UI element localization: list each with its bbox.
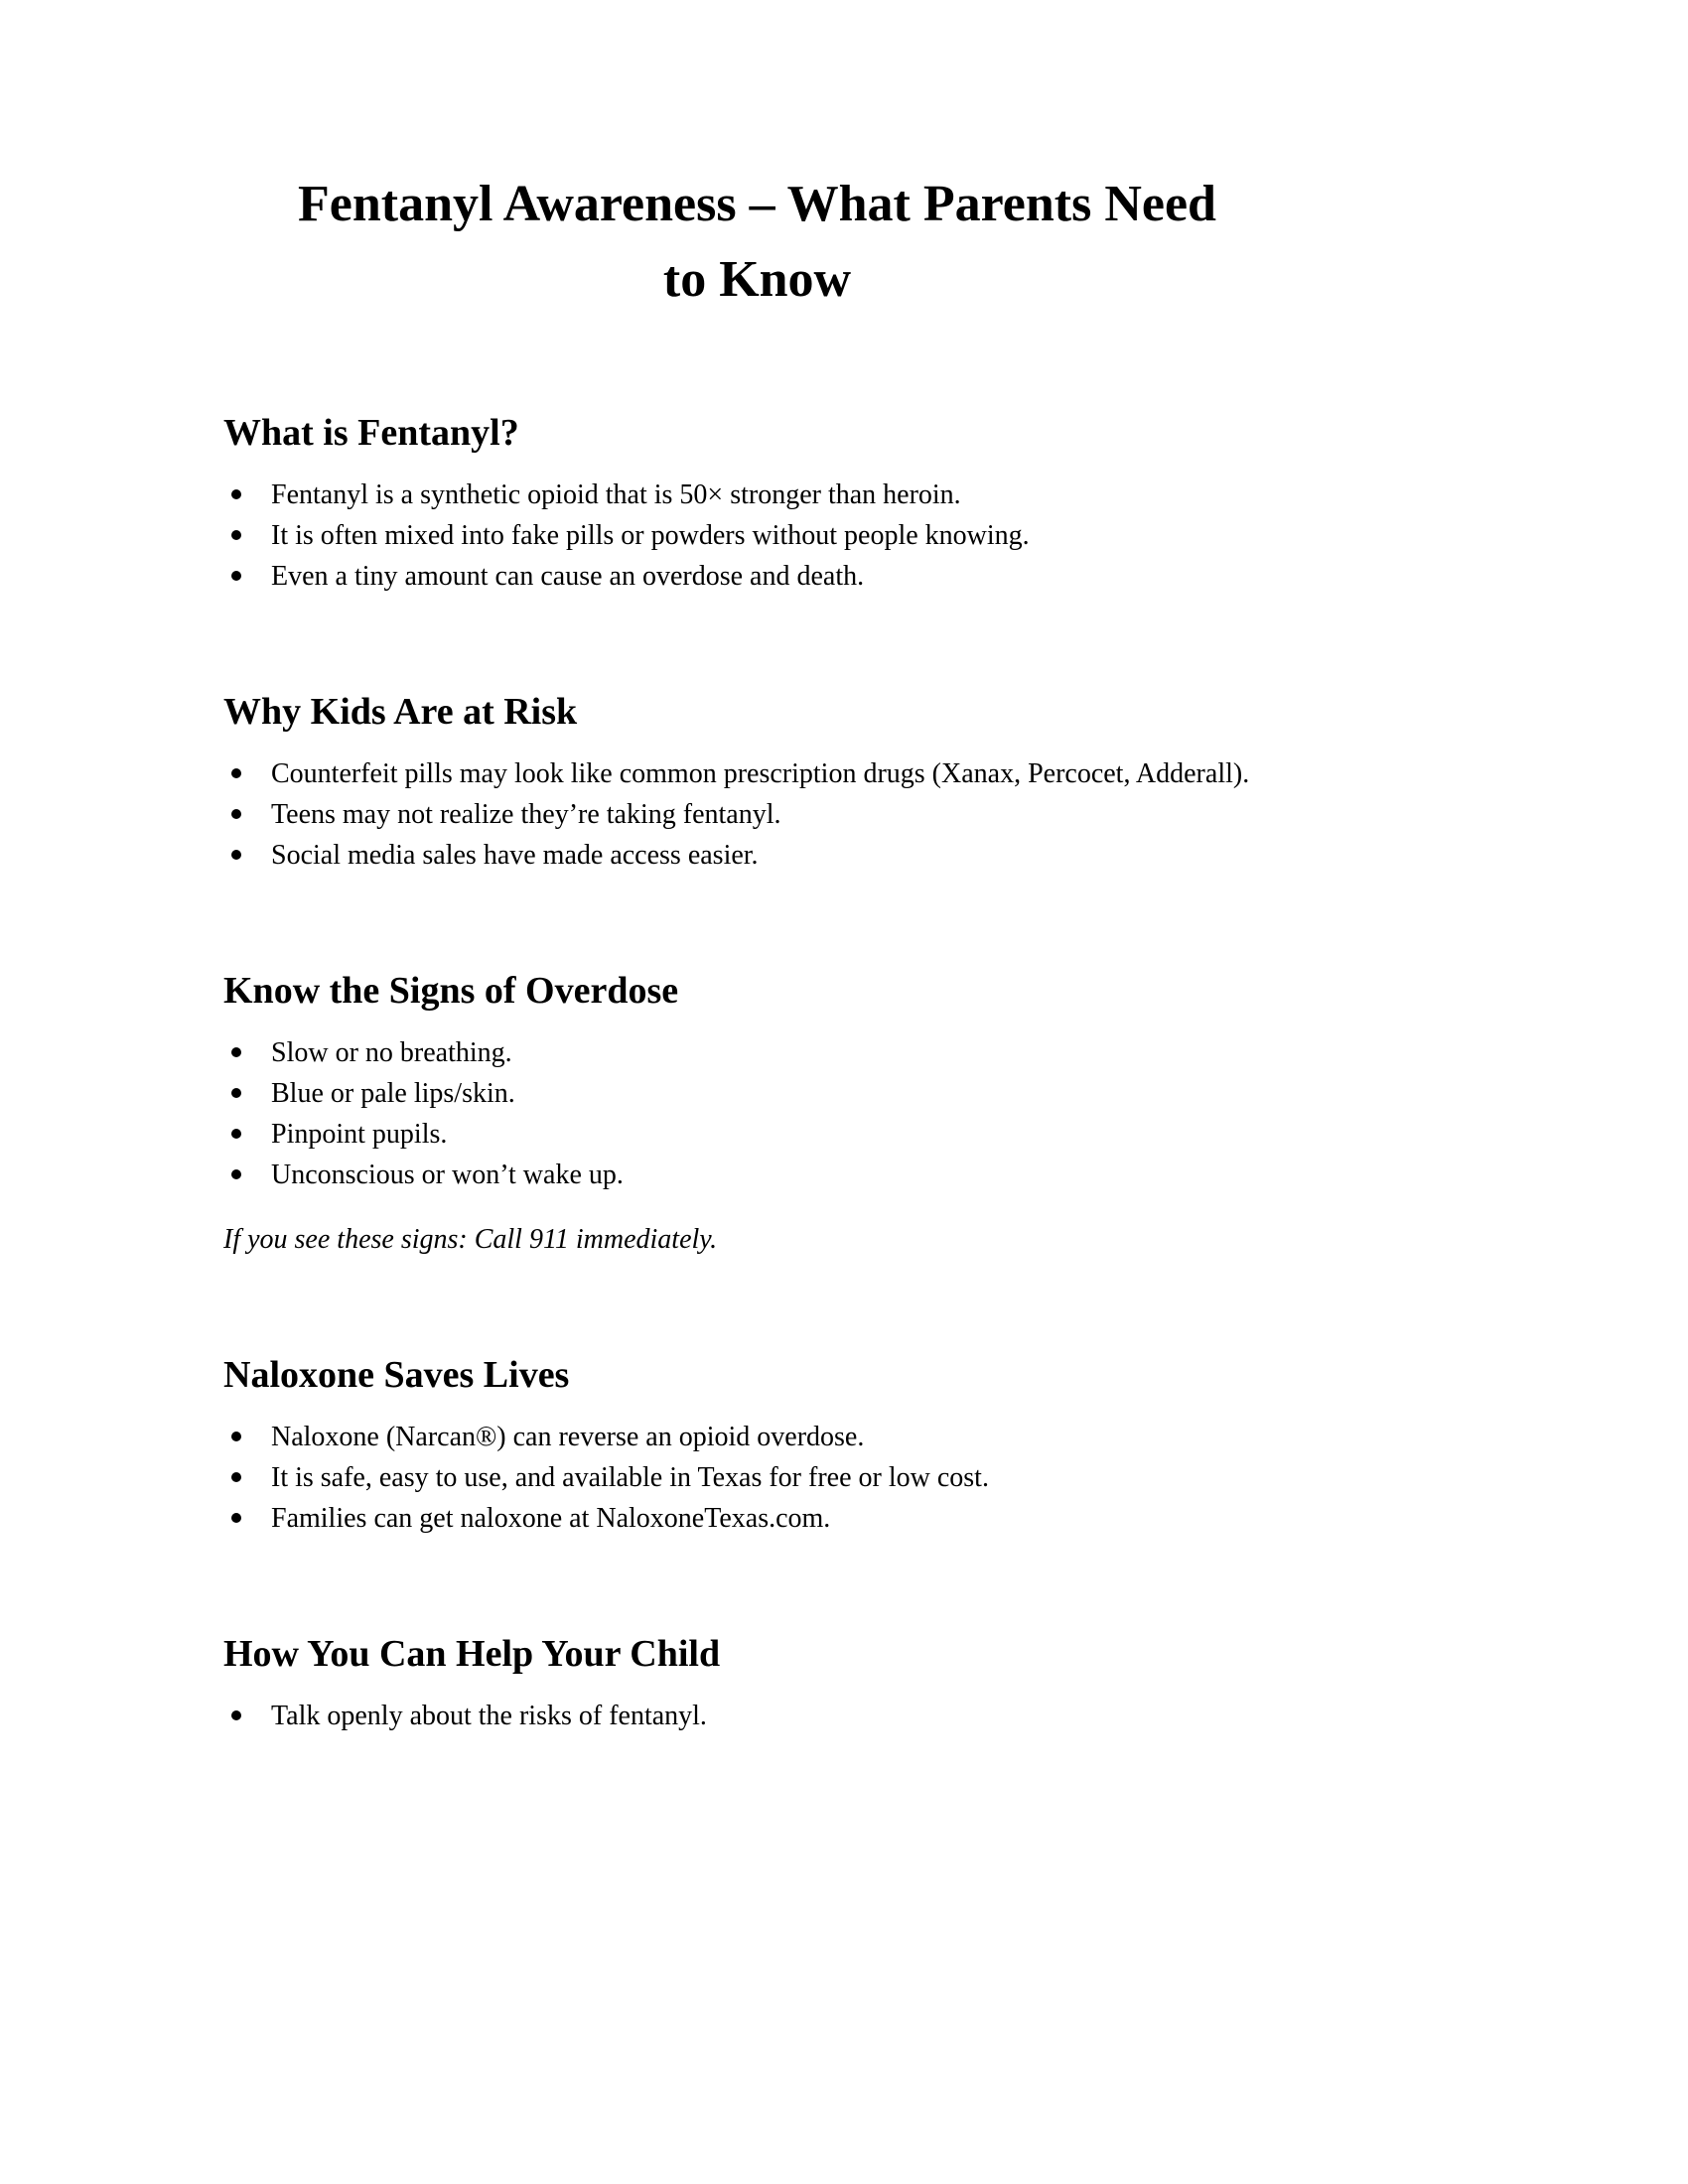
bullet-icon xyxy=(231,1088,241,1098)
section-heading: Naloxone Saves Lives xyxy=(223,1354,570,1396)
section-heading: What is Fentanyl? xyxy=(223,412,519,454)
list-item xyxy=(223,835,1291,876)
bullet-text: Talk openly about the risks of fentanyl. xyxy=(271,1701,707,1731)
bullet-list xyxy=(223,1417,1291,1539)
bullet-icon xyxy=(231,1047,241,1057)
bullet-icon xyxy=(231,1129,241,1139)
bullet-list xyxy=(223,475,1291,597)
bullet-icon xyxy=(231,489,241,499)
bullet-text: Pinpoint pupils. xyxy=(271,1119,448,1150)
bullet-text: Even a tiny amount can cause an overdose and death. xyxy=(271,561,865,592)
bullet-icon xyxy=(231,1710,241,1720)
bullet-icon xyxy=(231,1169,241,1179)
bullet-text: Counterfeit pills may look like common prescription drugs (Xanax, Percocet, Adderall). xyxy=(271,758,1250,789)
bullet-icon xyxy=(231,571,241,581)
bullet-text: Naloxone (Narcan®) can reverse an opioid overdose. xyxy=(271,1422,865,1452)
list-item xyxy=(223,1696,1291,1736)
bullet-text: It is often mixed into fake pills or powders without people knowing. xyxy=(271,520,1030,551)
list-item xyxy=(223,1032,1291,1073)
bullet-icon xyxy=(231,1513,241,1523)
list-item xyxy=(223,1114,1291,1155)
section-know-the-signs-of-overdose xyxy=(223,967,1291,1260)
list-item xyxy=(223,794,1291,835)
section-heading: Know the Signs of Overdose xyxy=(223,970,679,1012)
bullet-list xyxy=(223,753,1291,876)
bullet-icon xyxy=(231,850,241,860)
bullet-icon xyxy=(231,809,241,819)
bullet-text: Slow or no breathing. xyxy=(271,1037,512,1068)
bullet-text: Families can get naloxone at NaloxoneTexas.com. xyxy=(271,1503,831,1534)
title-line-1: Fentanyl Awareness – What Parents Need xyxy=(298,176,1216,232)
list-item xyxy=(223,753,1291,794)
section-heading: Why Kids Are at Risk xyxy=(223,691,578,733)
section-naloxone-saves-lives xyxy=(223,1351,1291,1539)
section-why-kids-are-at-risk xyxy=(223,688,1291,876)
list-item xyxy=(223,1155,1291,1195)
list-item xyxy=(223,1498,1291,1539)
bullet-text: It is safe, easy to use, and available in Texas for free or low cost. xyxy=(271,1462,989,1493)
bullet-icon xyxy=(231,768,241,778)
bullet-list xyxy=(223,1032,1291,1195)
section-how-you-can-help-your-child xyxy=(223,1630,1291,1736)
list-item xyxy=(223,556,1291,597)
document-title xyxy=(223,167,1291,318)
list-item xyxy=(223,1417,1291,1457)
list-item xyxy=(223,475,1291,515)
section-heading: How You Can Help Your Child xyxy=(223,1633,721,1675)
section-what-is-fentanyl xyxy=(223,409,1291,597)
bullet-list xyxy=(223,1696,1291,1736)
bullet-icon xyxy=(231,1432,241,1441)
bullet-text: Blue or pale lips/skin. xyxy=(271,1078,515,1109)
list-item xyxy=(223,1457,1291,1498)
list-item xyxy=(223,1073,1291,1114)
bullet-text: Unconscious or won’t wake up. xyxy=(271,1160,624,1190)
emergency-note: If you see these signs: Call 911 immediately. xyxy=(223,1224,718,1255)
bullet-text: Social media sales have made access easier. xyxy=(271,840,759,871)
title-line-2: to Know xyxy=(662,251,852,308)
bullet-icon xyxy=(231,1472,241,1482)
list-item xyxy=(223,515,1291,556)
bullet-text: Teens may not realize they’re taking fentanyl. xyxy=(271,799,781,830)
bullet-text: Fentanyl is a synthetic opioid that is 50× stronger than heroin. xyxy=(271,479,961,510)
bullet-icon xyxy=(231,530,241,540)
